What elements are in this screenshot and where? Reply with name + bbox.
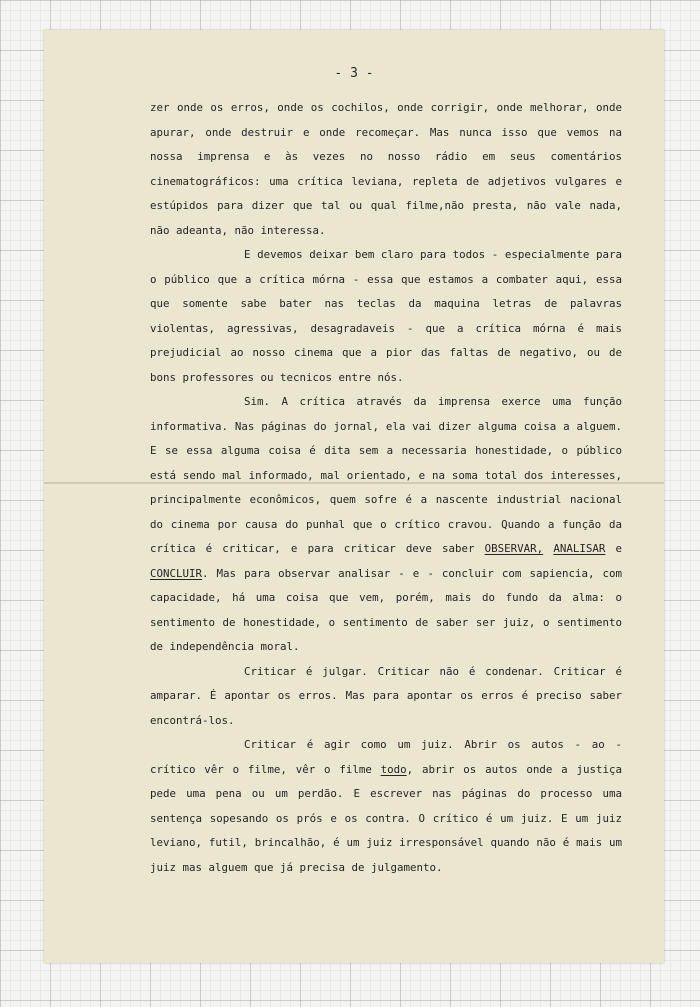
underlined-term: todo — [380, 762, 407, 776]
paragraph-text: , abrir os autos onde a justiça pede uma pena ou um perdão. E escrever nas páginas do processo uma sentença sopesando os prós e os contra. O crítico é um juiz. E um juiz leviano, futil, brincalhão, é um juiz irresponsável quando não é mais um juiz mas alguem que já precisa de julgamento. — [150, 762, 622, 874]
underlined-term: CONCLUIR — [150, 566, 203, 580]
typewritten-page — [44, 30, 664, 963]
page-number: - 3 - — [334, 66, 374, 81]
paragraph-text: . Mas para observar analisar - e - concluir com sapiencia, com capacidade, há uma coisa que vem, porém, mais do fundo da alma: o sentimento de honestidade, o sentimento de saber ser juiz, o sentimento de independência moral. — [150, 566, 622, 653]
paragraph-text: Sim. A crítica através da imprensa exerce uma função informativa. Nas páginas do jornal, ela vai dizer alguma coisa a alguem. E se essa alguma coisa é dita sem a necessaria honestidade, o público está sendo mal informado, mal orientado, e na soma total dos interesses, principalmente econômicos, quem sofre é a nascente industrial nacional do cinema por causa do punhal que o crítico cravou. Quando a função da crítica é criticar, e para criticar deve saber — [150, 395, 622, 555]
paragraph-text — [543, 542, 553, 555]
paragraph-text: zer onde os erros, onde os cochilos, onde corrigir, onde melhorar, onde apurar, onde destruir e onde recomeçar. Mas nunca isso que vemos na nossa imprensa e às vezes no nosso rádio em seus comentários cinematográficos: uma crítica leviana, repleta de adjetivos vulgares e estúpidos para dizer que tal ou qual filme,não presta, não vale nada, não adeanta, não interessa. — [150, 101, 622, 237]
paragraph — [150, 660, 622, 734]
paragraph — [150, 96, 622, 243]
paragraph-text: E devemos deixar bem claro para todos - especialmente para o público que a crítica mórna - essa que estamos a combater aqui, essa que somente sabe bater nas teclas da maquina letras de palavras violentas, agressivas, desagradaveis - que a crítica mórna é mais prejudicial ao nosso cinema que a pior das faltas de negativo, ou de bons professores ou tecnicos entre nós. — [150, 248, 622, 384]
underlined-term: ANALISAR — [553, 542, 606, 555]
paragraph — [150, 390, 622, 660]
paragraph-text: e — [605, 542, 622, 555]
body-text — [150, 96, 622, 880]
paragraph — [150, 243, 622, 390]
underlined-term: OBSERVAR, — [484, 542, 544, 555]
paragraph-text: Criticar é julgar. Criticar não é condenar. Criticar é amparar. É apontar os erros. Mas para apontar os erros é preciso saber encontrá-los. — [150, 664, 622, 727]
paragraph-text: Criticar é agir como um juiz. Abrir os autos - ao - crítico vêr o filme, vêr o filme — [150, 738, 622, 776]
paragraph — [150, 733, 622, 880]
